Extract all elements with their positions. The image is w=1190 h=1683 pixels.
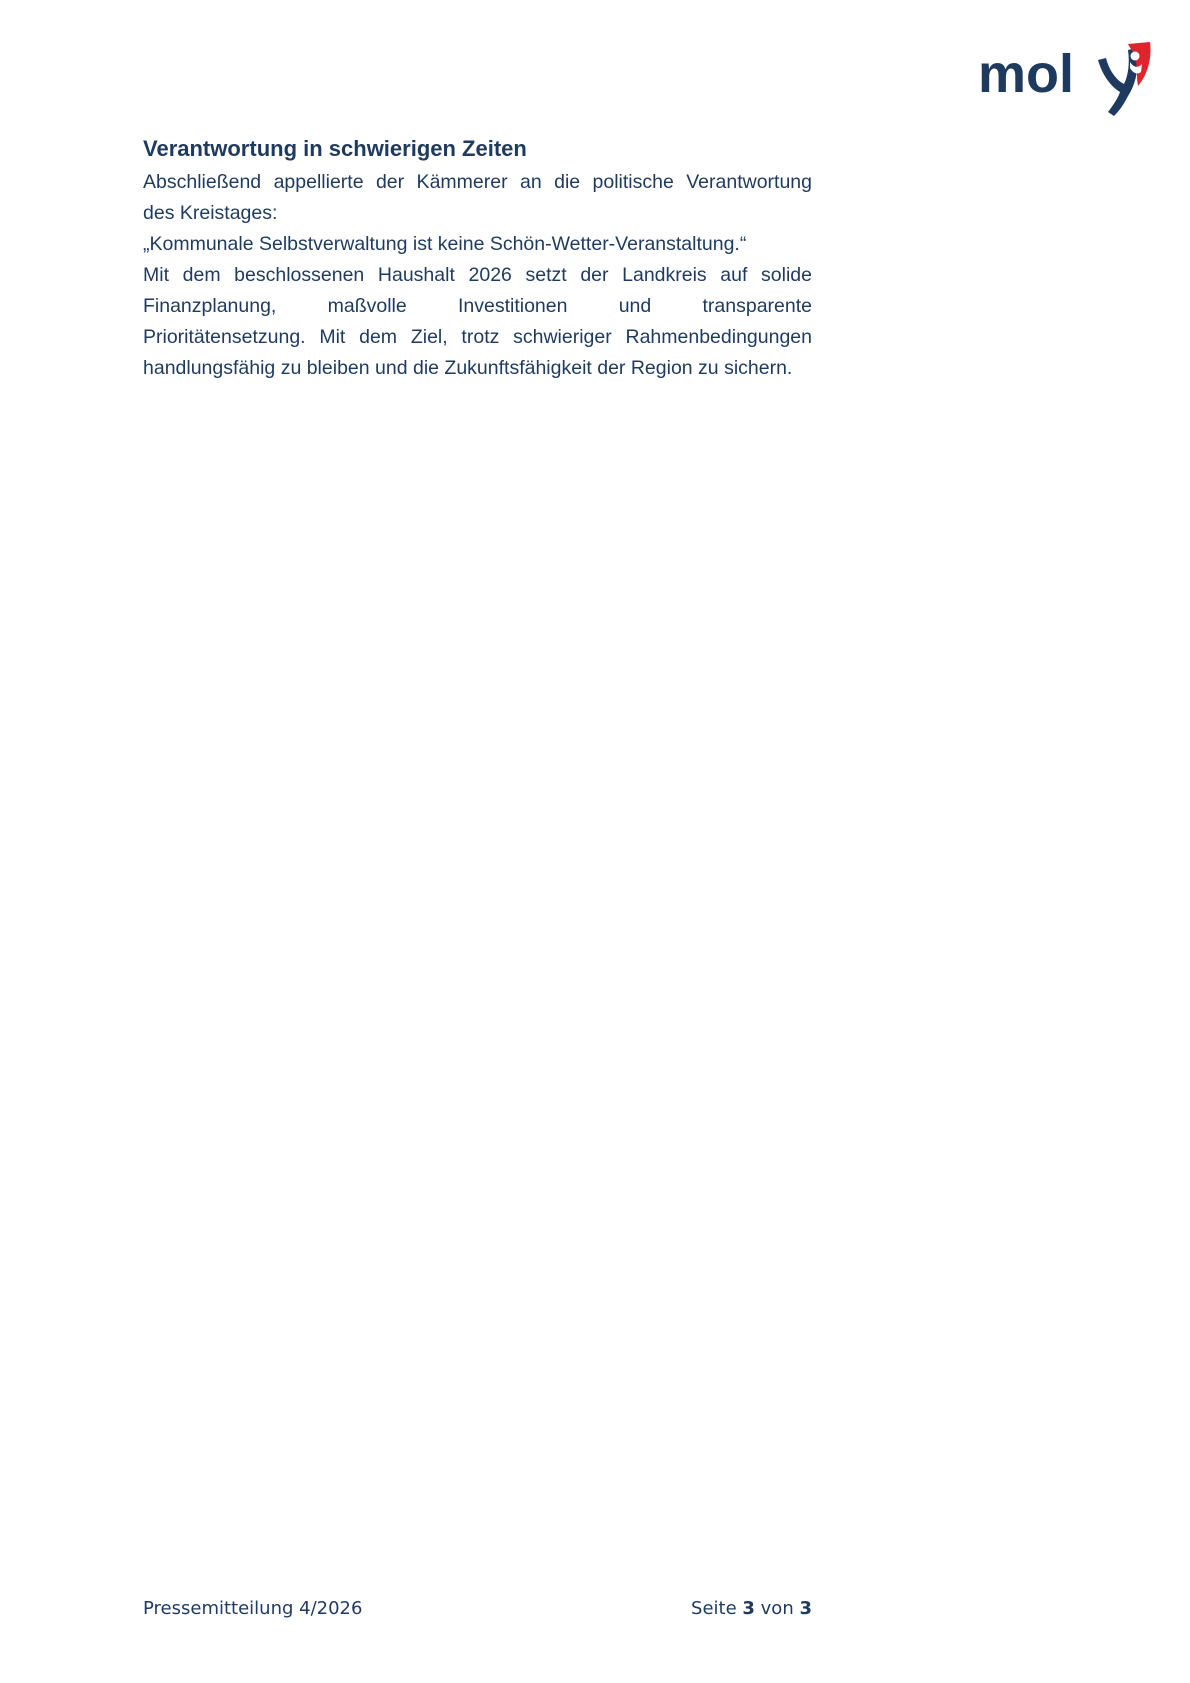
footer-document-label: Pressemitteilung 4/2026 <box>143 1598 363 1619</box>
article <box>143 134 812 384</box>
paragraph-line: des Kreistages: <box>143 202 278 224</box>
paragraph-line: handlungsfähig zu bleiben und die Zukunftsfähigkeit der Region zu sichern. <box>143 357 793 379</box>
page-footer <box>143 1596 812 1622</box>
quote-line: „Kommunale Selbstverwaltung ist keine Schön-Wetter-Veranstaltung.“ <box>143 233 747 255</box>
section-heading: Verantwortung in schwierigen Zeiten <box>143 136 527 161</box>
paragraph-line: Finanzplanung, maßvolle Investitionen und transparente <box>143 295 812 317</box>
moly-logo-graphic <box>978 40 1158 118</box>
paragraph-line: Abschließend appellierte der Kämmerer an die politische Verantwortung <box>143 171 812 193</box>
paragraph-line: Prioritätensetzung. Mit dem Ziel, trotz schwieriger Rahmenbedingungen <box>143 326 812 348</box>
logo-lettering: mol <box>978 44 1075 104</box>
page-separator: von <box>760 1598 794 1619</box>
total-pages: 3 <box>799 1598 812 1619</box>
current-page: 3 <box>742 1598 755 1619</box>
page-label: Seite <box>691 1598 737 1619</box>
paragraph-line: Mit dem beschlossenen Haushalt 2026 setzt der Landkreis auf solide <box>143 264 812 286</box>
moly-figure-icon <box>1098 42 1151 116</box>
footer-page-number <box>691 1596 812 1622</box>
moly-logo <box>978 40 1158 118</box>
